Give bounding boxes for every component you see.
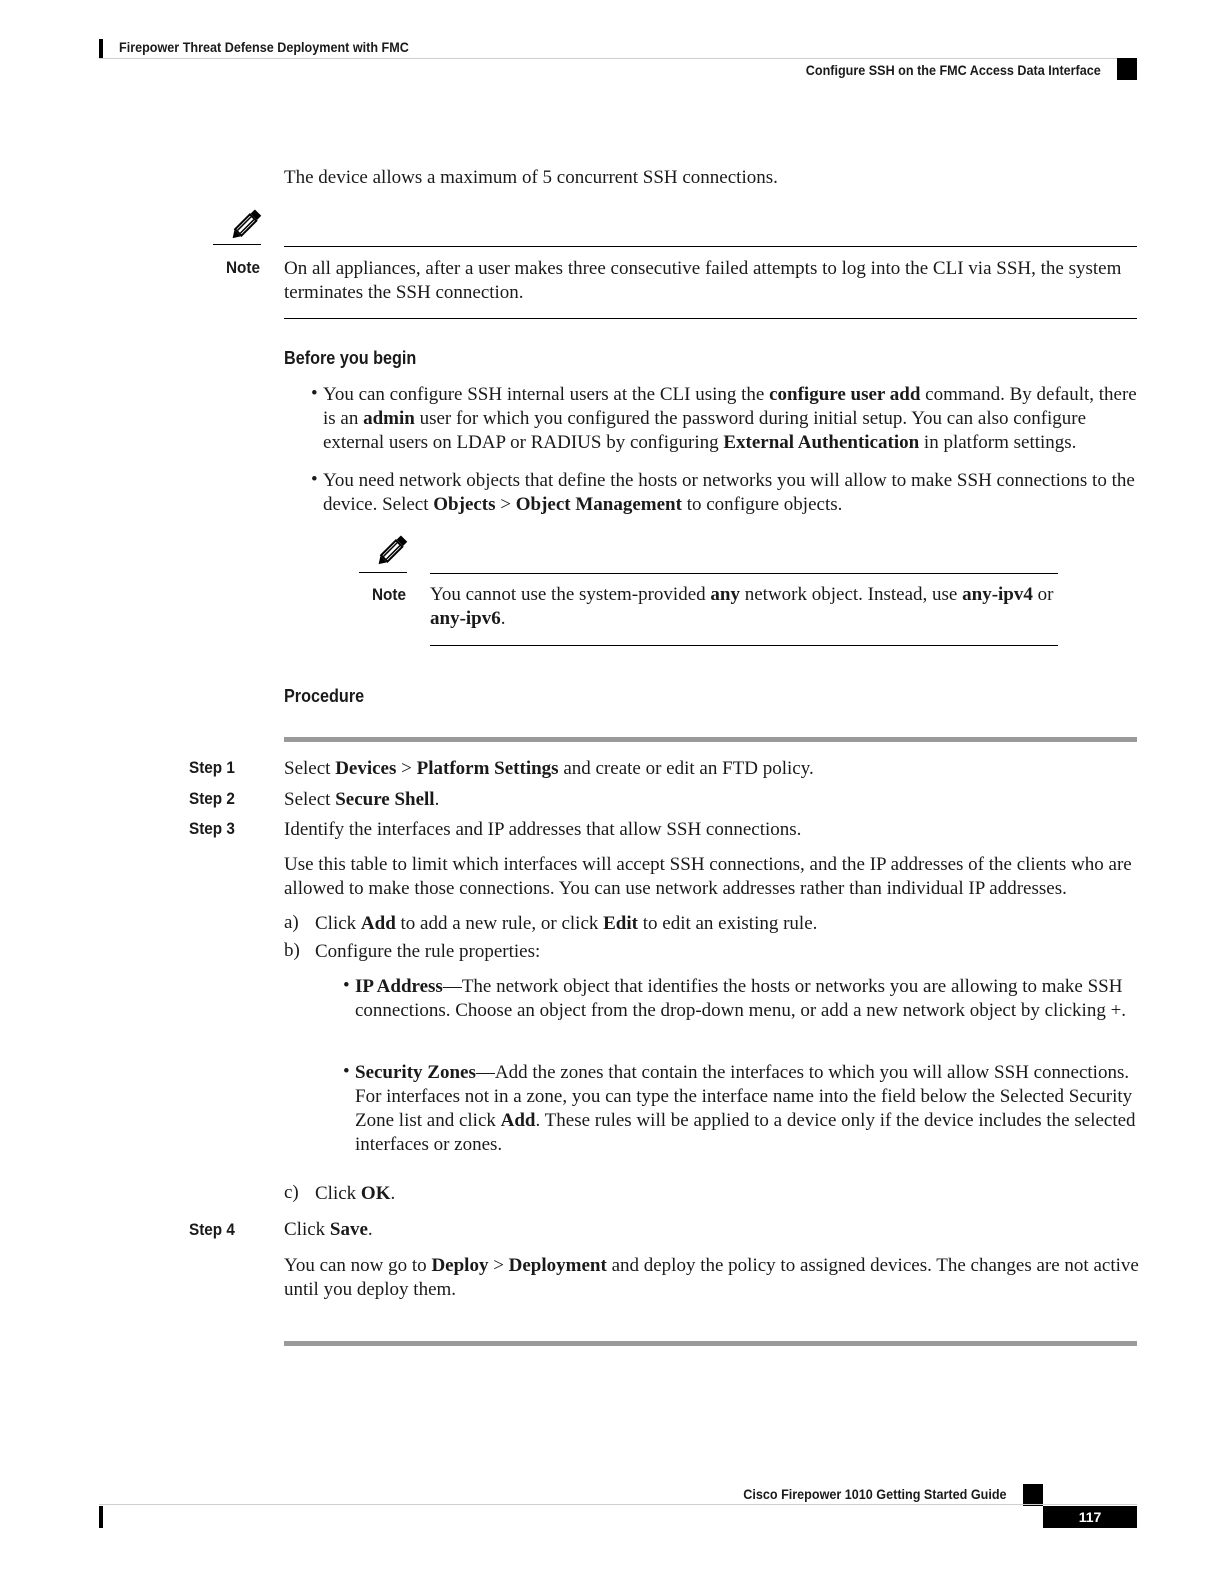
step2-label: Step 2 xyxy=(189,789,235,808)
note2-label: Note xyxy=(372,585,407,604)
substep-b-text: Configure the rule properties: xyxy=(315,941,541,962)
substep-c-text xyxy=(315,1182,1137,1206)
step4-text xyxy=(284,1218,1137,1242)
before-heading: Before you begin xyxy=(284,348,417,368)
text: and deploy the policy to assigned devices. The changes are not active until you deploy them. xyxy=(284,1255,1139,1300)
text: Click xyxy=(284,1219,330,1240)
cmd-configure-user-add: configure user add xyxy=(769,384,921,405)
header-left-bar xyxy=(99,39,103,58)
security-zones-term: Security Zones xyxy=(355,1062,476,1083)
text: . xyxy=(434,789,440,810)
secure-shell-term: Secure Shell xyxy=(335,789,435,810)
text: in platform settings. xyxy=(919,432,1077,453)
ok-term: OK xyxy=(360,1183,391,1204)
section-title: Configure SSH on the FMC Access Data Interface xyxy=(805,62,1101,78)
text: —The network object that identifies the hosts or networks you are allowing to make SSH connections. Choose an object from the drop-down menu, or add a new network object by clicking +. xyxy=(355,976,1127,1021)
save-term: Save xyxy=(329,1219,368,1240)
text: . xyxy=(500,608,506,629)
page-number: 117 xyxy=(1078,1509,1102,1525)
pencil-icon xyxy=(372,532,410,570)
text: network object. Instead, use xyxy=(739,584,963,605)
substep-c-marker: c) xyxy=(284,1182,299,1203)
substep-b-marker: b) xyxy=(284,940,300,961)
step2-text xyxy=(284,788,1137,812)
before-bullet-dot: • xyxy=(311,383,318,404)
substep-a-text xyxy=(315,912,1137,936)
header-rule xyxy=(99,58,1137,59)
deploy-term: Deploy xyxy=(431,1255,489,1276)
text: . These rules will be applied to a device only if the device includes the selected interfaces or zones. xyxy=(355,1110,1136,1155)
note1-top-rule xyxy=(284,246,1137,247)
text: . xyxy=(390,1183,396,1204)
step3-text: Identify the interfaces and IP addresses that allow SSH connections. xyxy=(284,819,802,840)
text: to add a new rule, or click xyxy=(395,913,604,934)
procedure-top-bar xyxy=(284,737,1137,742)
before-bullet1 xyxy=(323,383,1139,455)
text: Select xyxy=(284,789,336,810)
step3-paragraph: Use this table to limit which interfaces will accept SSH connections, and the IP addresses of the clients who are allowed to make those connections. You can use network addresses rather than individual IP addresses. xyxy=(284,854,1132,899)
ip-address-term: IP Address xyxy=(355,976,443,997)
sub-bullet-security-zones xyxy=(355,1061,1139,1157)
footer-block xyxy=(1023,1484,1043,1506)
objects-term: Objects xyxy=(433,494,496,515)
step1-text xyxy=(284,757,1137,781)
note1-bottom-rule xyxy=(284,318,1137,319)
doc-title: Firepower Threat Defense Deployment with FMC xyxy=(119,39,409,55)
note2-bottom-rule xyxy=(430,645,1058,646)
text: to configure objects. xyxy=(681,494,843,515)
text: —Add the zones that contain the interfaces to which you will allow SSH connections. For interfaces not in a zone, you can type the interface name into the field below the Selected Security Zone list and click xyxy=(355,1062,1133,1131)
before-bullet2 xyxy=(323,469,1139,517)
step4-paragraph xyxy=(284,1254,1140,1302)
devices-term: Devices xyxy=(335,758,397,779)
text: and create or edit an FTD policy. xyxy=(558,758,814,779)
note1-text: On all appliances, after a user makes three consecutive failed attempts to log into the CLI via SSH, the system terminates the SSH connection. xyxy=(284,258,1122,303)
text: You can now go to xyxy=(284,1255,432,1276)
any-ipv4-term: any-ipv4 xyxy=(962,584,1033,605)
text: user for which you configured the password during initial setup. You can also configure external users on LDAP or RADIUS by configuring xyxy=(323,408,1087,453)
admin-term: admin xyxy=(363,408,415,429)
any-ipv6-term: any-ipv6 xyxy=(430,608,501,629)
text: > xyxy=(495,494,516,515)
text: Click xyxy=(315,913,361,934)
procedure-bottom-bar xyxy=(284,1341,1137,1346)
object-management-term: Object Management xyxy=(515,494,682,515)
text: . xyxy=(367,1219,373,1240)
sub-bullet-dot: • xyxy=(343,975,350,996)
footer-left-bar xyxy=(99,1506,103,1528)
footer-rule xyxy=(99,1504,1137,1505)
platform-settings-term: Platform Settings xyxy=(416,758,559,779)
guide-title: Cisco Firepower 1010 Getting Started Guide xyxy=(743,1486,1007,1502)
text: to edit an existing rule. xyxy=(637,913,818,934)
note2-icon-rule xyxy=(359,572,407,573)
deployment-term: Deployment xyxy=(508,1255,607,1276)
text: You can configure SSH internal users at the CLI using the xyxy=(323,384,770,405)
before-bullet-dot: • xyxy=(311,469,318,490)
intro-text: The device allows a maximum of 5 concurrent SSH connections. xyxy=(284,167,778,188)
procedure-heading: Procedure xyxy=(284,686,365,706)
text: Select xyxy=(284,758,336,779)
sub-bullet-ip-address xyxy=(355,975,1139,1023)
note2-top-rule xyxy=(430,573,1058,574)
text: Click xyxy=(315,1183,361,1204)
note1-icon-rule xyxy=(213,244,261,245)
text: You need network objects that define the hosts or networks you will allow to make SSH connections to the device. Select xyxy=(323,470,1135,515)
substep-a-marker: a) xyxy=(284,912,299,933)
step1-label: Step 1 xyxy=(189,758,235,777)
text: You cannot use the system-provided xyxy=(430,584,711,605)
add-term: Add xyxy=(500,1110,536,1131)
header-right-block xyxy=(1117,58,1137,80)
edit-term: Edit xyxy=(603,913,638,934)
external-auth-term: External Authentication xyxy=(723,432,920,453)
text: > xyxy=(488,1255,509,1276)
add-term: Add xyxy=(360,913,396,934)
any-term: any xyxy=(710,584,740,605)
note1-label: Note xyxy=(226,258,261,277)
note2-text xyxy=(430,583,1060,631)
text: > xyxy=(396,758,417,779)
step3-label: Step 3 xyxy=(189,819,235,838)
pencil-icon xyxy=(226,206,264,244)
page-number-box xyxy=(1043,1506,1137,1528)
sub-bullet-dot: • xyxy=(343,1061,350,1082)
text: or xyxy=(1032,584,1054,605)
step4-label: Step 4 xyxy=(189,1220,235,1239)
text: command. By default, there is an xyxy=(323,384,1137,429)
